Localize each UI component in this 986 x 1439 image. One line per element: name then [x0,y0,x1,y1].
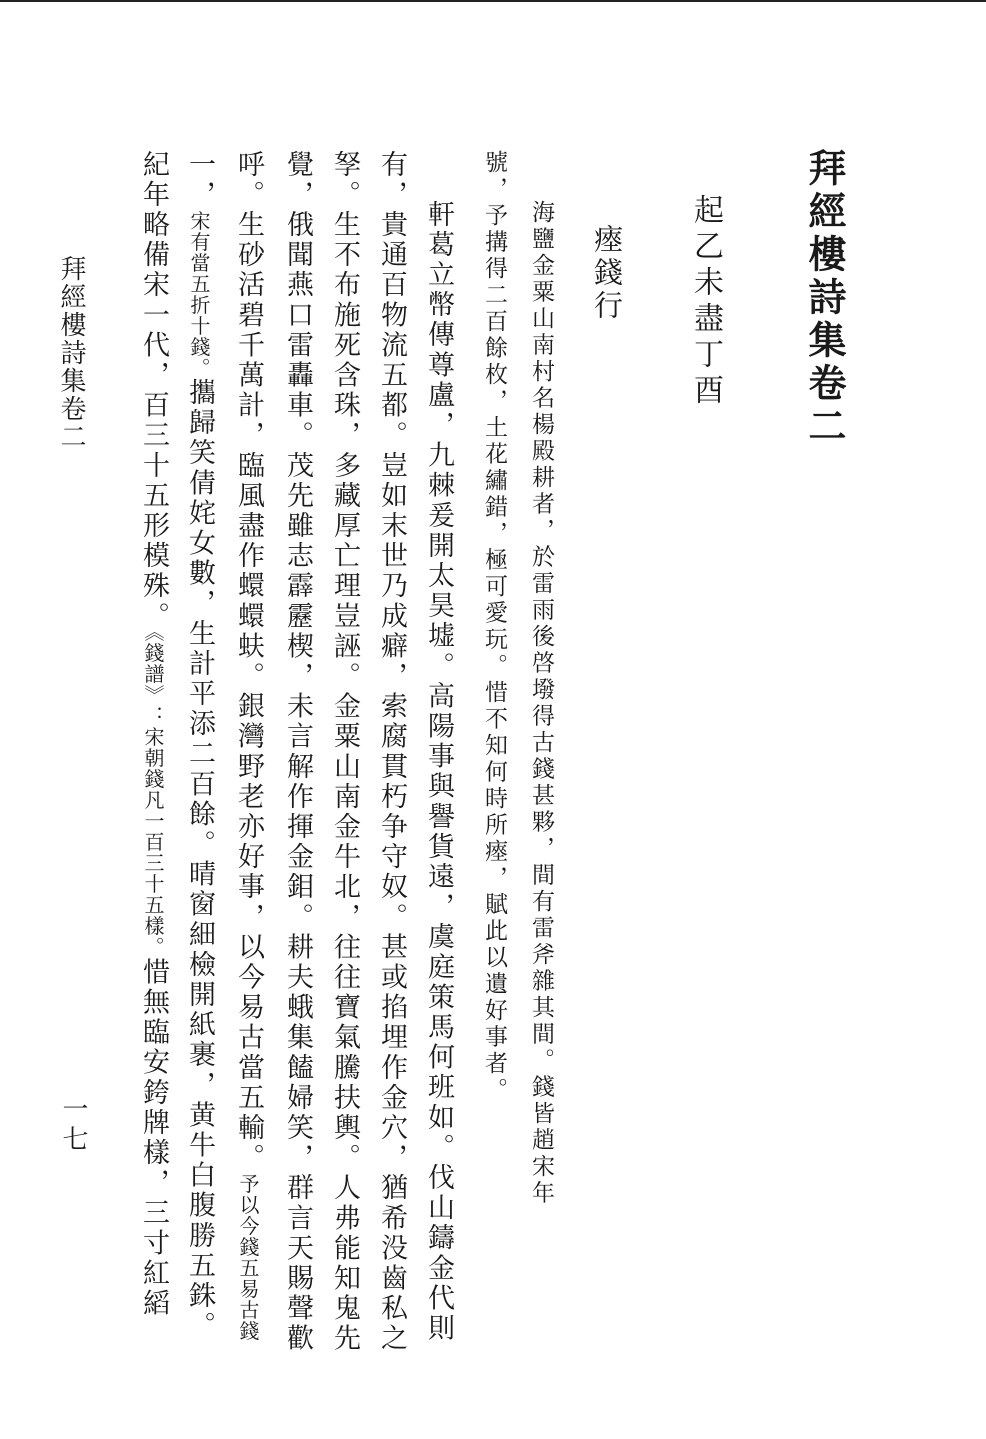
preface-line-1: 海鹽金粟山南村名楊殿耕者，於雷雨後啓墢得古錢甚夥，間有雷斧雜其間。錢皆趙宋年 [528,200,554,1207]
poem-line-7 [140,150,167,1319]
poem-line-4 [284,150,311,1354]
poem-line-text: 覺，俄聞燕口雷轟車。茂先雖志霹靂楔，未言解作揮金鉬。耕夫蛾集饁婦笑，群言天賜聲歡 [282,150,313,1354]
page-title: 拜經樓詩集卷二 [802,148,847,449]
inline-note: 予以今錢五易古錢 [236,1173,260,1342]
poem-line-text: 有，貴通百物流五都。豈如末世乃成癖，索腐貫朽争守奴。甚或掐埋作金穴，猶希没齒私之 [376,150,407,1354]
poem-line-continuation: 攜歸笑倩姹女數，生計平添二百餘。晴窗細檢開紙裹，黄牛白腹勝五銖。 [184,378,215,1342]
poem-line-5 [235,150,262,1341]
volume-date-range: 起乙未盡丁酉 [688,194,723,410]
poem-line-continuation: 惜無臨安銙牌樣，三寸紅縚 [138,957,169,1319]
poem-line-text: 呼。生砂活碧千萬計，臨風盡作蠉蠉蚨。銀灣野老亦好事，以今易古當五輸。 [233,150,264,1174]
poem-line-text: 紀年略備宋一代，百三十五形模殊。 [138,150,169,632]
poem-line-2 [378,150,405,1354]
inline-note: 宋有當五折十錢。 [187,210,211,379]
poem-title: 瘞錢行 [590,224,624,323]
poem-line-1 [425,200,452,1344]
inline-note: 《錢譜》：宋朝錢凡一百三十五樣。 [141,631,165,958]
poem-line-6 [186,150,213,1341]
poem-line-text: 孥。生不布施死含珠，多藏厚亡理豈誣。金粟山南金牛北，往往寶氣騰扶輿。人弗能知鬼先 [329,150,360,1354]
poem-line-text: 軒葛立幣傳尊盧，九棘爰開太昊墟。高陽事與譽貨遠，虞庭策馬何班如。伐山鑄金代則 [423,200,454,1344]
page-number: 一七 [58,1095,88,1155]
top-border-rule [0,0,986,2]
running-title: 拜經樓詩集卷二 [56,255,86,451]
poem-line-text: 一， [184,150,215,211]
preface-line-2: 號，予搆得二百餘枚，土花繡錯，極可愛玩。惜不知何時所瘞，賦此以遺好事者。 [481,150,507,1104]
poem-line-3 [331,150,358,1354]
